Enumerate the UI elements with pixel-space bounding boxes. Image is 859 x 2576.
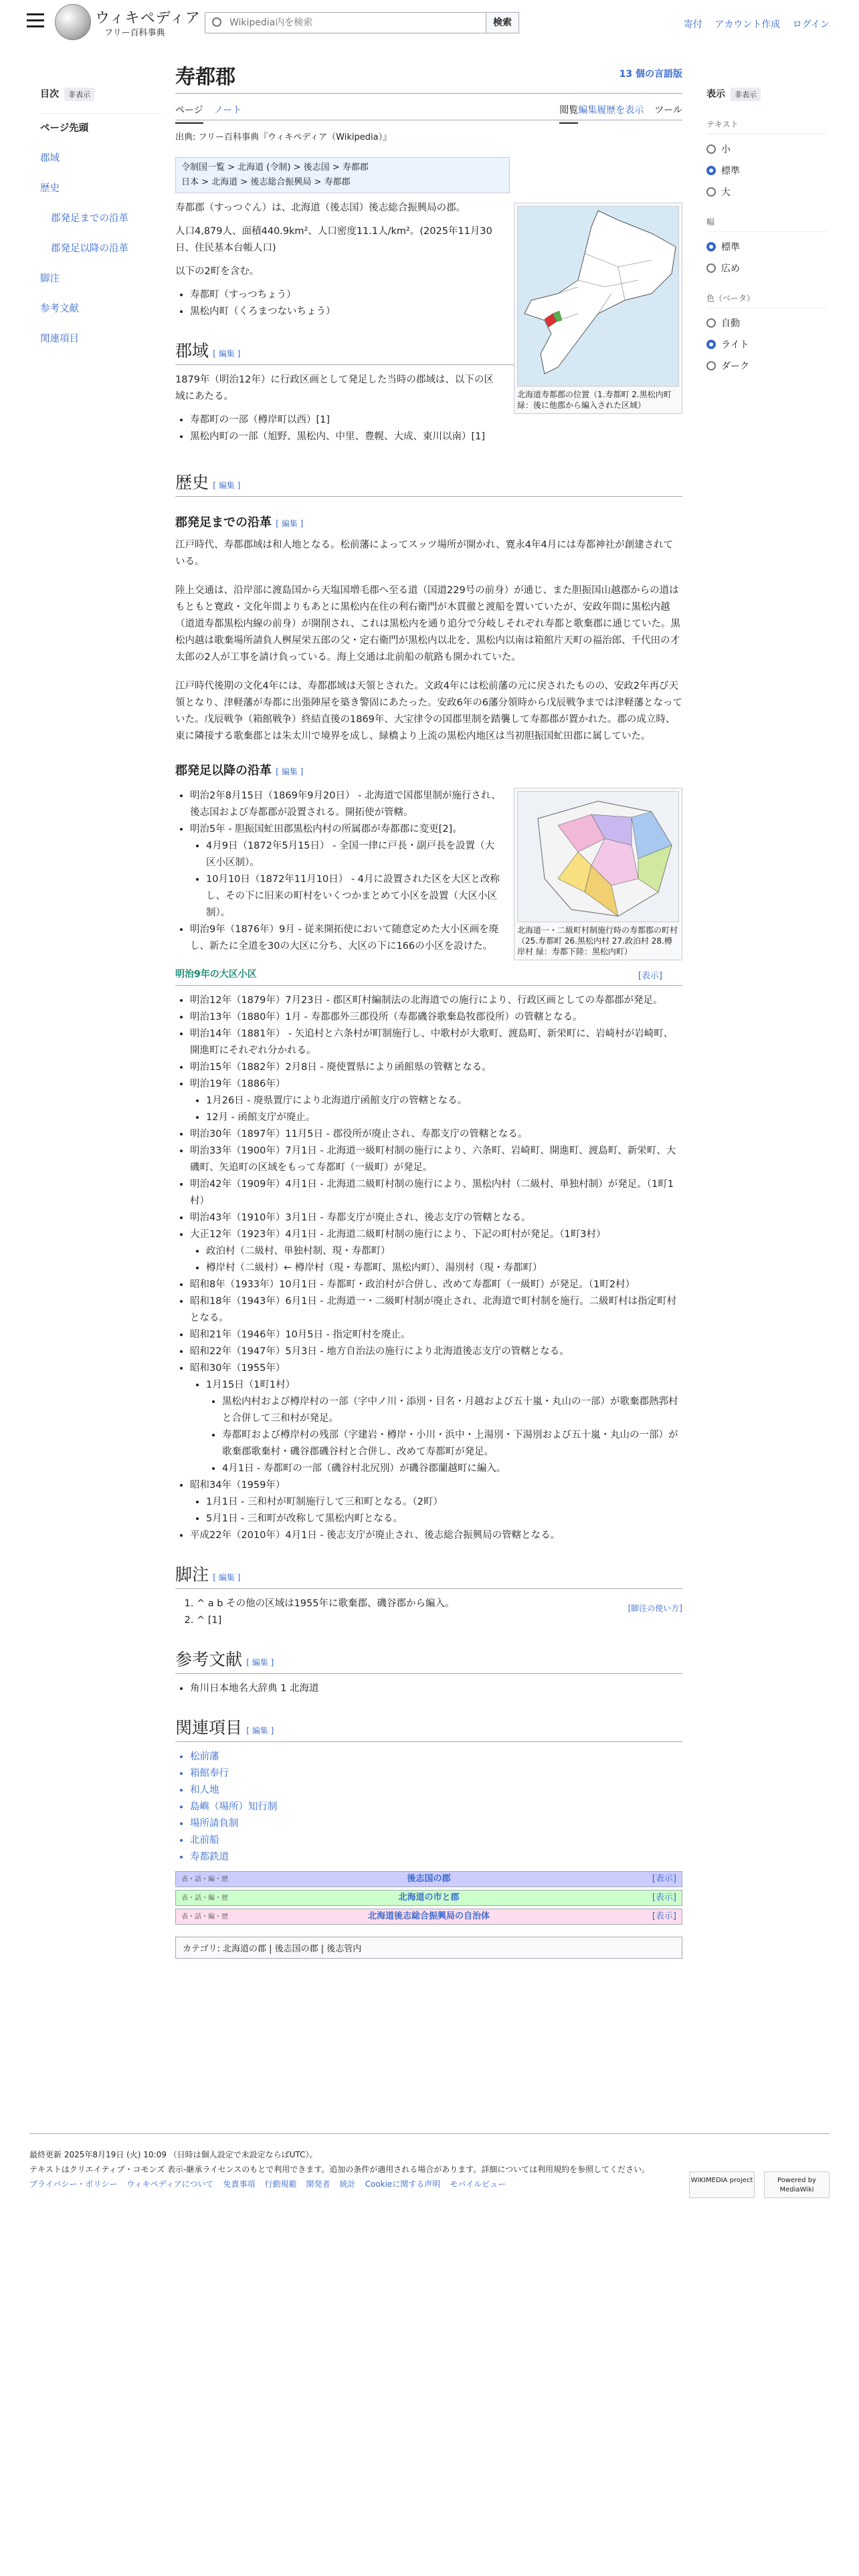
- collapsible-table: [175, 967, 682, 986]
- toc-hide-button[interactable]: 非表示: [64, 88, 94, 101]
- heading-text: 郡発足以降の沿革: [175, 764, 272, 778]
- toc-item[interactable]: ページ先頭: [40, 123, 89, 134]
- list-item[interactable]: • 寿都鉄道: [190, 1849, 682, 1866]
- list-item: • 昭和22年（1947年）5月3日 - 地方自治法の施行により北海道後志支庁の管轄となる。: [190, 1344, 682, 1360]
- radio-label: ダーク: [721, 361, 749, 372]
- radio-auto[interactable]: [706, 316, 827, 330]
- subsection-heading-after: [175, 761, 682, 778]
- menu-icon[interactable]: [27, 13, 44, 28]
- district-map-image[interactable]: [517, 791, 679, 922]
- footer-link[interactable]: 統計: [339, 2179, 356, 2189]
- intro-paragraph: 寿都郡（すっつぐん）は、北海道（後志国）後志総合振興局の郡。: [175, 203, 466, 213]
- radio-width-wide[interactable]: [706, 261, 827, 275]
- license-text: テキストはクリエイティブ・コモンズ 表示-継承ライセンスのもとで利用できます。追加の条件が適用される場合があります。詳細については利用規約を参照してください。: [29, 2165, 650, 2174]
- toc-item[interactable]: 郡発足以降の沿革: [51, 243, 128, 254]
- list-item: • 昭和21年（1946年）10月5日 - 指定町村を廃止。: [190, 1327, 682, 1344]
- footer-link[interactable]: 行動規範: [264, 2179, 297, 2189]
- district-map-caption: 北海道一・二級町村制施行時の寿都郡の町村（25.寿都町 26.黒松内村 27.政泊村 28.樽岸村 緑：寿都下陸：黒松内町）: [517, 926, 678, 956]
- list-item: • 明治33年（1900年）7月1日 - 北海道一級町村制の施行により、六条町、岩崎町、開進町、渡島町、新栄町、大磯町、矢追町の区域をもって寿都町（一級町）が発足。: [190, 1143, 682, 1176]
- list-item: • 明治43年（1910年）3月1日 - 寿都支庁が廃止され、後志支庁の管轄となる。: [190, 1210, 682, 1226]
- heading-text: 参考文献: [175, 1651, 243, 1669]
- list-item: • 明治5年 - 胆振国虻田郡黒松内村の所属郡が寿都郡に変更[2]。: [190, 821, 682, 838]
- width-label: 幅: [706, 216, 827, 232]
- list-item: • 明治12年（1879年）7月23日 - 郡区町村編制法の北海道での施行により、行政区画としての寿都郡が発足。: [190, 992, 682, 1009]
- tab-history[interactable]: 履歴を表示: [597, 105, 644, 116]
- footer: [29, 2133, 830, 2191]
- tab-tools[interactable]: ツール: [654, 105, 682, 116]
- list-item: • 政泊村（二級村、単独村制、現・寿都町）: [206, 1243, 682, 1260]
- list-item: • 10月10日（1872年11月10日） - 4月に設置された区を大区と改称し、その下に旧来の町村をいくつかまとめて小区を設置（大区小区制）。: [206, 871, 682, 922]
- list-item: • 寿都町の一部（樽岸町以西）[1]: [190, 412, 682, 429]
- edit-link[interactable]: [ 編集 ]: [276, 767, 304, 776]
- navbox[interactable]: [175, 1909, 682, 1925]
- list-item: • 樽岸村（二級村）← 樽岸村（現・寿都町、黒松内町）、湯別村（現・寿都町）: [206, 1260, 682, 1277]
- radio-icon: [706, 144, 716, 154]
- navbox-vte[interactable]: 表・話・編・歴: [181, 1876, 228, 1883]
- toc-item[interactable]: 歴史: [40, 183, 60, 194]
- list-item[interactable]: • 北前船: [190, 1832, 682, 1849]
- location-map-image[interactable]: [517, 206, 679, 387]
- toc-item[interactable]: 郡域: [40, 153, 60, 164]
- list-item[interactable]: • 和人地: [190, 1782, 682, 1799]
- radio-label: 小: [721, 144, 731, 155]
- list-item[interactable]: • 角川日本地名大辞典 1 北海道: [190, 1681, 682, 1697]
- show-toggle[interactable]: [表示]: [638, 971, 662, 981]
- list-item: • 12月 - 函館支庁が廃止。: [206, 1109, 682, 1126]
- towns-intro: 以下の2町を含む。: [175, 266, 260, 277]
- navbox-vte[interactable]: 表・話・編・歴: [181, 1895, 228, 1902]
- toc-item[interactable]: 脚注: [40, 274, 60, 284]
- wordmark[interactable]: ウィキペディア: [95, 10, 201, 27]
- header: [0, 0, 859, 47]
- list-item: • 明治42年（1909年）4月1日 - 北海道二級町村制の施行により、黒松内村（二級村、単独村制）が発足。（1町1村）: [190, 1176, 682, 1210]
- list-item[interactable]: • 島嶼（場所）知行制: [190, 1799, 682, 1816]
- page-tabs: [175, 94, 682, 120]
- subsection-heading-before: [175, 513, 682, 530]
- page-title: 寿都郡: [175, 60, 682, 94]
- radio-standard[interactable]: [706, 164, 827, 177]
- wikimedia-badge[interactable]: WIKIMEDIA project: [689, 2171, 755, 2198]
- footer-link[interactable]: 免責事項: [223, 2179, 256, 2189]
- list-item: • 黒松内町の一部（旭野、黒松内、中里、豊幌、大成、東川以南）[1]: [190, 429, 682, 445]
- search-box[interactable]: [205, 12, 519, 33]
- tab-page[interactable]: ページ: [175, 105, 203, 124]
- mediawiki-badge[interactable]: Powered by MediaWiki: [764, 2171, 830, 2198]
- radio-icon: [706, 263, 716, 273]
- edit-link[interactable]: [ 編集 ]: [213, 1573, 241, 1582]
- breadcrumb-line[interactable]: 日本 > 北海道 > 後志総合振興局 > 寿都郡: [181, 177, 351, 187]
- list-item: • 明治14年（1881年） - 矢追村と六条村が町制施行し、中歌村が大歌町、渡島町、新栄町に、岩崎村が岩崎町、開進町にそれぞれ分かれる。: [190, 1026, 682, 1059]
- section-heading-related: [175, 1715, 682, 1742]
- list-item: • 寿都町および樽岸村の残部（字建岩・樽岸・小川・浜中・上湯別・下湯別および五十嵐・丸山の一部）が歌棄郡歌棄村・磯谷郡磯谷村と合併し、改めて寿都町が発足。: [222, 1427, 682, 1461]
- list-item: • 大正12年（1923年）4月1日 - 北海道二級町村制の施行により、下記の町村が発足。（1町3村）: [190, 1226, 682, 1243]
- radio-icon: [706, 318, 716, 328]
- list-item: • 昭和8年（1933年）10月1日 - 寿都町・政泊村が合併し、改めて寿都町（一級町）が発足。（1町2村）: [190, 1277, 682, 1293]
- category-box[interactable]: カテゴリ: 北海道の郡 | 後志国の郡 | 後志管内: [175, 1937, 682, 1959]
- radio-large[interactable]: [706, 185, 827, 199]
- radio-label: 標準: [721, 242, 740, 253]
- list-item: • 平成22年（2010年）4月1日 - 後志支庁が廃止され、後志総合振興局の管轄となる。: [190, 1527, 682, 1544]
- footer-link[interactable]: ウィキペディアについて: [126, 2179, 214, 2189]
- area-paragraph: 1879年（明治12年）に行政区画として発足した当時の郡域は、以下の区域にあたる。: [175, 374, 494, 402]
- radio-width-standard[interactable]: [706, 240, 827, 253]
- tab-talk[interactable]: ノート: [213, 105, 242, 116]
- list-item[interactable]: • 松前藩: [190, 1749, 682, 1765]
- tagline: フリー百科事典: [104, 28, 165, 38]
- section-heading-history: [175, 469, 682, 497]
- list-item: • 昭和34年（1959年）: [190, 1477, 682, 1494]
- navbox-title: 北海道の市と郡: [398, 1893, 460, 1903]
- population-paragraph: 人口4,879人、面積440.9km²、人口密度11.1人/km²。(2025年11月30日、住民基本台帳人口): [175, 226, 492, 253]
- list-item: • 5月1日 - 三和町が改称して黒松内町となる。: [206, 1511, 682, 1527]
- search-input[interactable]: [229, 15, 450, 30]
- paragraph: 陸上交通は、沿岸部に渡島国から天塩国増毛郡へ至る道（国道229号の前身）が通じ、また胆振国山越郡からの道はもともと寛政・文化年間よりもあとに黒松内在住の利右衛門が木貫徹と渡船を置いていたが、安政年間に黒松内越（道道寿都黒松内線の前身）が開削され、これは黒松内を通り追分で分岐しそれぞれ寿都と歌棄郡に通じていた。黒松内越は歌棄場所請負人桝屋栄五郎の父・定右衛門が黒松内以北を、黒松内以南は箱館片天町の福治郎、千代田の才太郎の2人が工事を請け負っている。海上交通は北前船の航路も開かれていた。: [175, 585, 680, 663]
- footnote-usage-link[interactable]: [脚注の使い方]: [628, 1604, 682, 1613]
- breadcrumb: [175, 157, 510, 193]
- search-icon: [212, 17, 221, 27]
- list-item: • 4月9日（1872年5月15日） - 全国一律に戸長・副戸長を設置（大区小区制）。: [206, 838, 682, 871]
- navbox-show[interactable]: [表示]: [652, 1874, 676, 1884]
- source-line: 出典: フリー百科事典『ウィキペディア（Wikipedia）』: [175, 132, 392, 142]
- list-item[interactable]: • 場所請負制: [190, 1816, 682, 1832]
- edit-link[interactable]: [ 編集 ]: [246, 1658, 274, 1667]
- heading-text: 関連項目: [175, 1719, 243, 1737]
- last-edited: 最終更新 2025年8月19日 (火) 10:09 （日時は個人設定で未設定ならばUTC）。: [29, 2150, 318, 2159]
- section-heading-refs: [175, 1646, 682, 1674]
- list-item: • 明治2年8月15日（1869年9月20日） - 北海道で国郡里制が施行され、後志国および寿都郡が設置される。開拓使が管轄。: [190, 788, 682, 821]
- text-size-label: テキスト: [706, 118, 827, 134]
- heading-text: 郡域: [175, 342, 209, 360]
- appearance-panel: [706, 87, 827, 372]
- create-account-link[interactable]: アカウント作成: [714, 19, 781, 30]
- list-item: • 昭和18年（1943年）6月1日 - 北海道一・二級町村制が廃止され、北海道で町村制を施行。二級町村は指定町村となる。: [190, 1293, 682, 1327]
- tab-edit[interactable]: 編集: [578, 105, 597, 116]
- appearance-hide-button[interactable]: 非表示: [731, 88, 761, 101]
- donate-link[interactable]: 寄付: [683, 19, 702, 30]
- toc-item[interactable]: 関連項目: [40, 334, 79, 344]
- footnote: 2. ^ [1]: [197, 1612, 682, 1629]
- list-item: • 明治19年（1886年）: [190, 1076, 682, 1093]
- list-item[interactable]: • 箱館奉行: [190, 1765, 682, 1782]
- navbox-vte[interactable]: 表・話・編・歴: [181, 1913, 228, 1921]
- list-item: • 4月1日 - 寿都町の一部（磯谷村北尻別）が磯谷郡蘭越町に編入。: [222, 1461, 682, 1477]
- breadcrumb-line[interactable]: 令制国一覧 > 北海道 (令制) > 後志国 > 寿都郡: [181, 163, 369, 173]
- radio-label: 広め: [721, 263, 740, 274]
- navbox[interactable]: [175, 1871, 682, 1887]
- footer-link[interactable]: プライバシー・ポリシー: [29, 2179, 118, 2189]
- wikipedia-logo-icon[interactable]: [55, 4, 91, 40]
- navbox-title: 後志国の郡: [407, 1874, 451, 1884]
- radio-label: 大: [721, 187, 731, 198]
- edit-link[interactable]: [ 編集 ]: [246, 1726, 274, 1735]
- radio-icon: [706, 340, 716, 349]
- district-map-figure: [514, 788, 682, 960]
- location-map-figure: [514, 203, 682, 414]
- edit-link[interactable]: [ 編集 ]: [276, 519, 304, 528]
- color-label: 色（ベータ）: [706, 292, 827, 308]
- heading-text: 郡発足までの沿革: [175, 516, 272, 530]
- list-item[interactable]: • 寿都町（すっつちょう）: [190, 287, 682, 304]
- radio-small[interactable]: [706, 142, 827, 156]
- footer-link[interactable]: 開発者: [306, 2179, 330, 2189]
- paragraph: 江戸時代、寿都郡域は和人地となる。松前藩によってスッツ場所が開かれ、寛永4年4月には寿都神社が創建されている。: [175, 540, 674, 567]
- radio-label: ライト: [721, 340, 749, 350]
- navbox-show[interactable]: [表示]: [652, 1893, 676, 1903]
- radio-label: 自動: [721, 318, 740, 329]
- radio-icon: [706, 187, 716, 197]
- radio-icon: [706, 166, 716, 175]
- language-button[interactable]: 13 個の言語版: [619, 69, 682, 80]
- list-item: • 明治15年（1882年）2月8日 - 廃使置県により函館県の管轄となる。: [190, 1059, 682, 1076]
- radio-icon: [706, 242, 716, 251]
- list-item: • 明治9年（1876年）9月 - 従来開拓使において随意定めた大小区画を廃し、新たに全道を30の大区に分ち、大区の下に166の小区を設けた。: [190, 922, 682, 955]
- toc-item[interactable]: 参考文献: [40, 304, 79, 314]
- list-item: • 明治13年（1880年）1月 - 寿都郡外三郡役所（寿都磯谷歌棄島牧郡役所）の管轄となる。: [190, 1009, 682, 1026]
- radio-light[interactable]: [706, 338, 827, 351]
- edit-link[interactable]: [ 編集 ]: [213, 349, 241, 358]
- section-heading-notes: [175, 1562, 682, 1589]
- toc-item[interactable]: 郡発足までの沿革: [51, 213, 128, 224]
- edit-link[interactable]: [ 編集 ]: [213, 481, 241, 490]
- radio-icon: [706, 361, 716, 370]
- list-item: • 1月15日（1町1村）: [206, 1377, 682, 1394]
- heading-text: 脚注: [175, 1566, 209, 1584]
- search-button[interactable]: 検索: [486, 12, 519, 33]
- navbox[interactable]: [175, 1890, 682, 1906]
- radio-label: 標準: [721, 166, 740, 177]
- table-of-contents: [40, 87, 161, 361]
- radio-dark[interactable]: [706, 359, 827, 372]
- login-link[interactable]: ログイン: [792, 19, 830, 30]
- heading-text: 歴史: [175, 474, 209, 492]
- history-list: [190, 992, 682, 1544]
- list-item: • 黒松内村および樽岸村の一部（字中ノ川・添別・目名・月越および五十嵐・丸山の一部）が歌棄郡熱郛村と合併して三和村が発足。: [222, 1394, 682, 1427]
- top-links: [674, 17, 830, 31]
- list-item[interactable]: • 黒松内町（くろまつないちょう）: [190, 304, 682, 320]
- appearance-title: 表示: [706, 89, 725, 100]
- list-item: • 昭和30年（1955年）: [190, 1360, 682, 1377]
- toc-title: 目次: [40, 89, 59, 100]
- navbox-title: 北海道後志総合振興局の自治体: [367, 1911, 490, 1921]
- navbox-show[interactable]: [表示]: [652, 1911, 676, 1921]
- footer-link[interactable]: Cookieに関する声明: [365, 2179, 441, 2189]
- footnote: 1. ^ a b その他の区域は1955年に歌棄郡、磯谷郡から編入。: [197, 1596, 682, 1612]
- collapsible-title: 明治9年の大区小区: [175, 969, 257, 980]
- main-content: [175, 60, 682, 1959]
- map-caption: 北海道寿都郡の位置（1.寿都町 2.黒松内町 緑：後に他郡から編入された区域）: [517, 390, 672, 410]
- list-item: • 1月1日 - 三和村が町制施行して三和町となる。（2町）: [206, 1494, 682, 1511]
- list-item: • 明治30年（1897年）11月5日 - 郡役所が廃止され、寿都支庁の管轄となる。: [190, 1126, 682, 1143]
- paragraph: 江戸時代後期の文化4年には、寿都郡域は天領とされた。文政4年には松前藩の元に戻されたものの、安政2年再び天領となり、津軽藩が寿都に出張陣屋を築き警固にあたった。安政6年の6藩分領時から戊辰戦争までは津軽藩となっていた。戊辰戦争（箱館戦争）終結直後の1869年、大宝律令の国郡里制を踏襲して寿都郡が置かれた。郡の成立時、東に隣接する歌棄郡とは朱太川で境界を成し、緑橋より上流の黒松内地区は当初胆振国虻田郡に属していた。: [175, 681, 682, 742]
- list-item: • 1月26日 - 廃県置庁により北海道庁函館支庁の管轄となる。: [206, 1093, 682, 1109]
- footer-link[interactable]: モバイルビュー: [450, 2179, 506, 2189]
- tab-read[interactable]: 閲覧: [559, 105, 578, 124]
